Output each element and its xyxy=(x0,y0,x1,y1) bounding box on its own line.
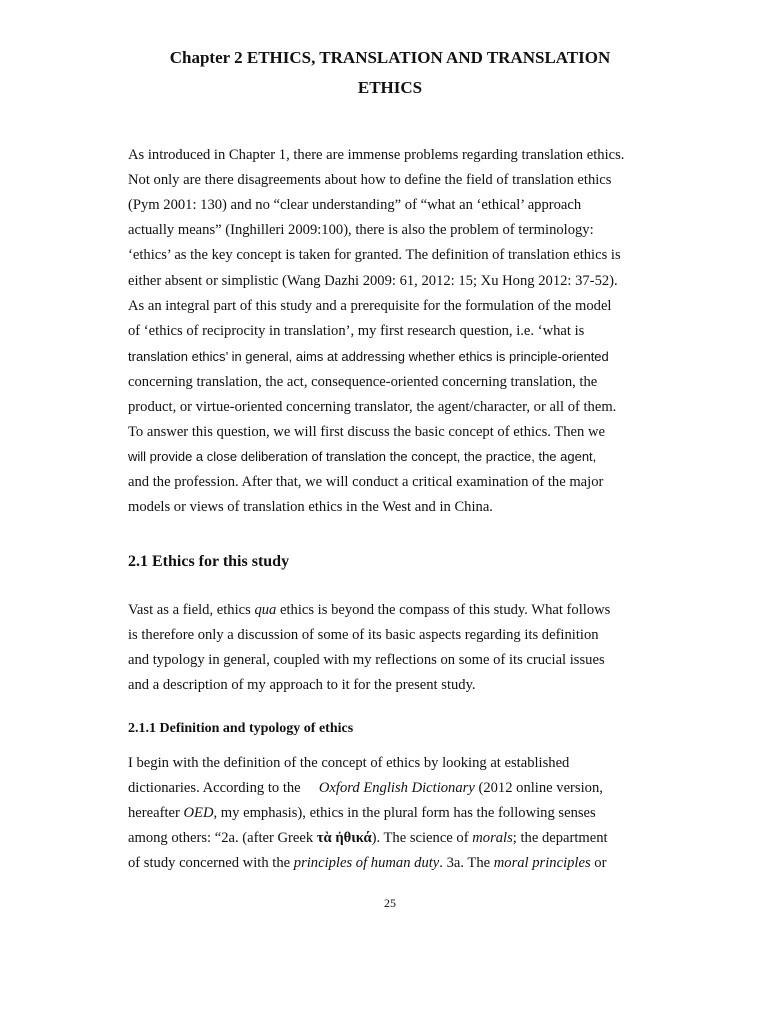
text-run: ethics is beyond the compass of this study. What follows xyxy=(276,602,611,618)
section-heading: 2.1 Ethics for this study xyxy=(128,553,290,570)
text-run: Vast as a field, ethics xyxy=(128,602,255,618)
text-run: dictionaries. According to the xyxy=(128,780,319,796)
text-run: ). The science of xyxy=(371,830,473,846)
intro-paragraph-line: either absent or simplistic (Wang Dazhi 2009: 61, 2012: 15; Xu Hong 2012: 37-52). xyxy=(128,273,618,289)
intro-paragraph-line: product, or virtue-oriented concerning translator, the agent/character, or all of them. xyxy=(128,399,617,415)
subsection-paragraph-line xyxy=(128,828,608,848)
italic-abbreviation: OED xyxy=(183,805,214,821)
intro-paragraph-line: As an integral part of this study and a prerequisite for the formulation of the model xyxy=(128,298,612,314)
italic-term: morals xyxy=(472,830,513,846)
italic-term: moral principles xyxy=(493,855,591,871)
section-paragraph-line: is therefore only a discussion of some of its basic aspects regarding its definition xyxy=(128,627,599,643)
subsection-paragraph-line xyxy=(128,778,603,798)
intro-paragraph-line: will provide a close deliberation of translation the concept, the practice, the agent, xyxy=(128,449,597,464)
italic-term: qua xyxy=(254,602,277,618)
text-run: among others: “2a. (after Greek xyxy=(128,830,317,846)
greek-term: τὰ ἠθικά xyxy=(316,830,372,846)
intro-paragraph-line: (Pym 2001: 130) and no “clear understanding” of “what an ‘ethical’ approach xyxy=(128,197,582,213)
text-run: or xyxy=(590,855,607,871)
text-run: (2012 online version, xyxy=(474,780,603,796)
intro-paragraph-line: translation ethics’ in general, aims at addressing whether ethics is principle-oriented xyxy=(128,349,609,364)
intro-paragraph-line: and the profession. After that, we will conduct a critical examination of the major xyxy=(128,474,604,490)
intro-paragraph-line: concerning translation, the act, consequence-oriented concerning translation, the xyxy=(128,374,598,390)
subsection-paragraph-line xyxy=(128,803,596,823)
text-run: ; the department xyxy=(512,830,608,846)
chapter-title: Chapter 2 ETHICS, TRANSLATION AND TRANSLATION xyxy=(169,48,611,67)
section-paragraph-line: and a description of my approach to it for the present study. xyxy=(128,677,476,693)
intro-paragraph-line: models or views of translation ethics in the West and in China. xyxy=(128,499,493,515)
subsection-heading: 2.1.1 Definition and typology of ethics xyxy=(128,721,354,736)
section-paragraph-line xyxy=(128,600,610,620)
italic-term: principles of human duty xyxy=(293,855,440,871)
chapter-title-continued: ETHICS xyxy=(357,78,423,97)
subsection-paragraph-line: I begin with the definition of the concept of ethics by looking at established xyxy=(128,755,570,771)
intro-paragraph-line: ‘ethics’ as the key concept is taken for granted. The definition of translation ethics is xyxy=(128,247,621,263)
subsection-paragraph-line xyxy=(128,853,606,873)
italic-title: Oxford English Dictionary xyxy=(318,780,475,796)
intro-paragraph-line: of ‘ethics of reciprocity in translation’, my first research question, i.e. ‘what is xyxy=(128,323,585,339)
intro-paragraph-line: To answer this question, we will first discuss the basic concept of ethics. Then we xyxy=(128,424,605,440)
text-run: , my emphasis), ethics in the plural form has the following senses xyxy=(213,805,596,821)
text-run: hereafter xyxy=(128,805,184,821)
page-number: 25 xyxy=(384,896,396,910)
section-paragraph-line: and typology in general, coupled with my reflections on some of its crucial issues xyxy=(128,652,605,668)
text-run: of study concerned with the xyxy=(128,855,294,871)
intro-paragraph-line: actually means” (Inghilleri 2009:100), there is also the problem of terminology: xyxy=(128,222,594,238)
intro-paragraph-line: As introduced in Chapter 1, there are immense problems regarding translation ethics. xyxy=(128,147,625,163)
intro-paragraph-line: Not only are there disagreements about how to define the field of translation ethics xyxy=(128,172,612,188)
text-run: . 3a. The xyxy=(439,855,494,871)
